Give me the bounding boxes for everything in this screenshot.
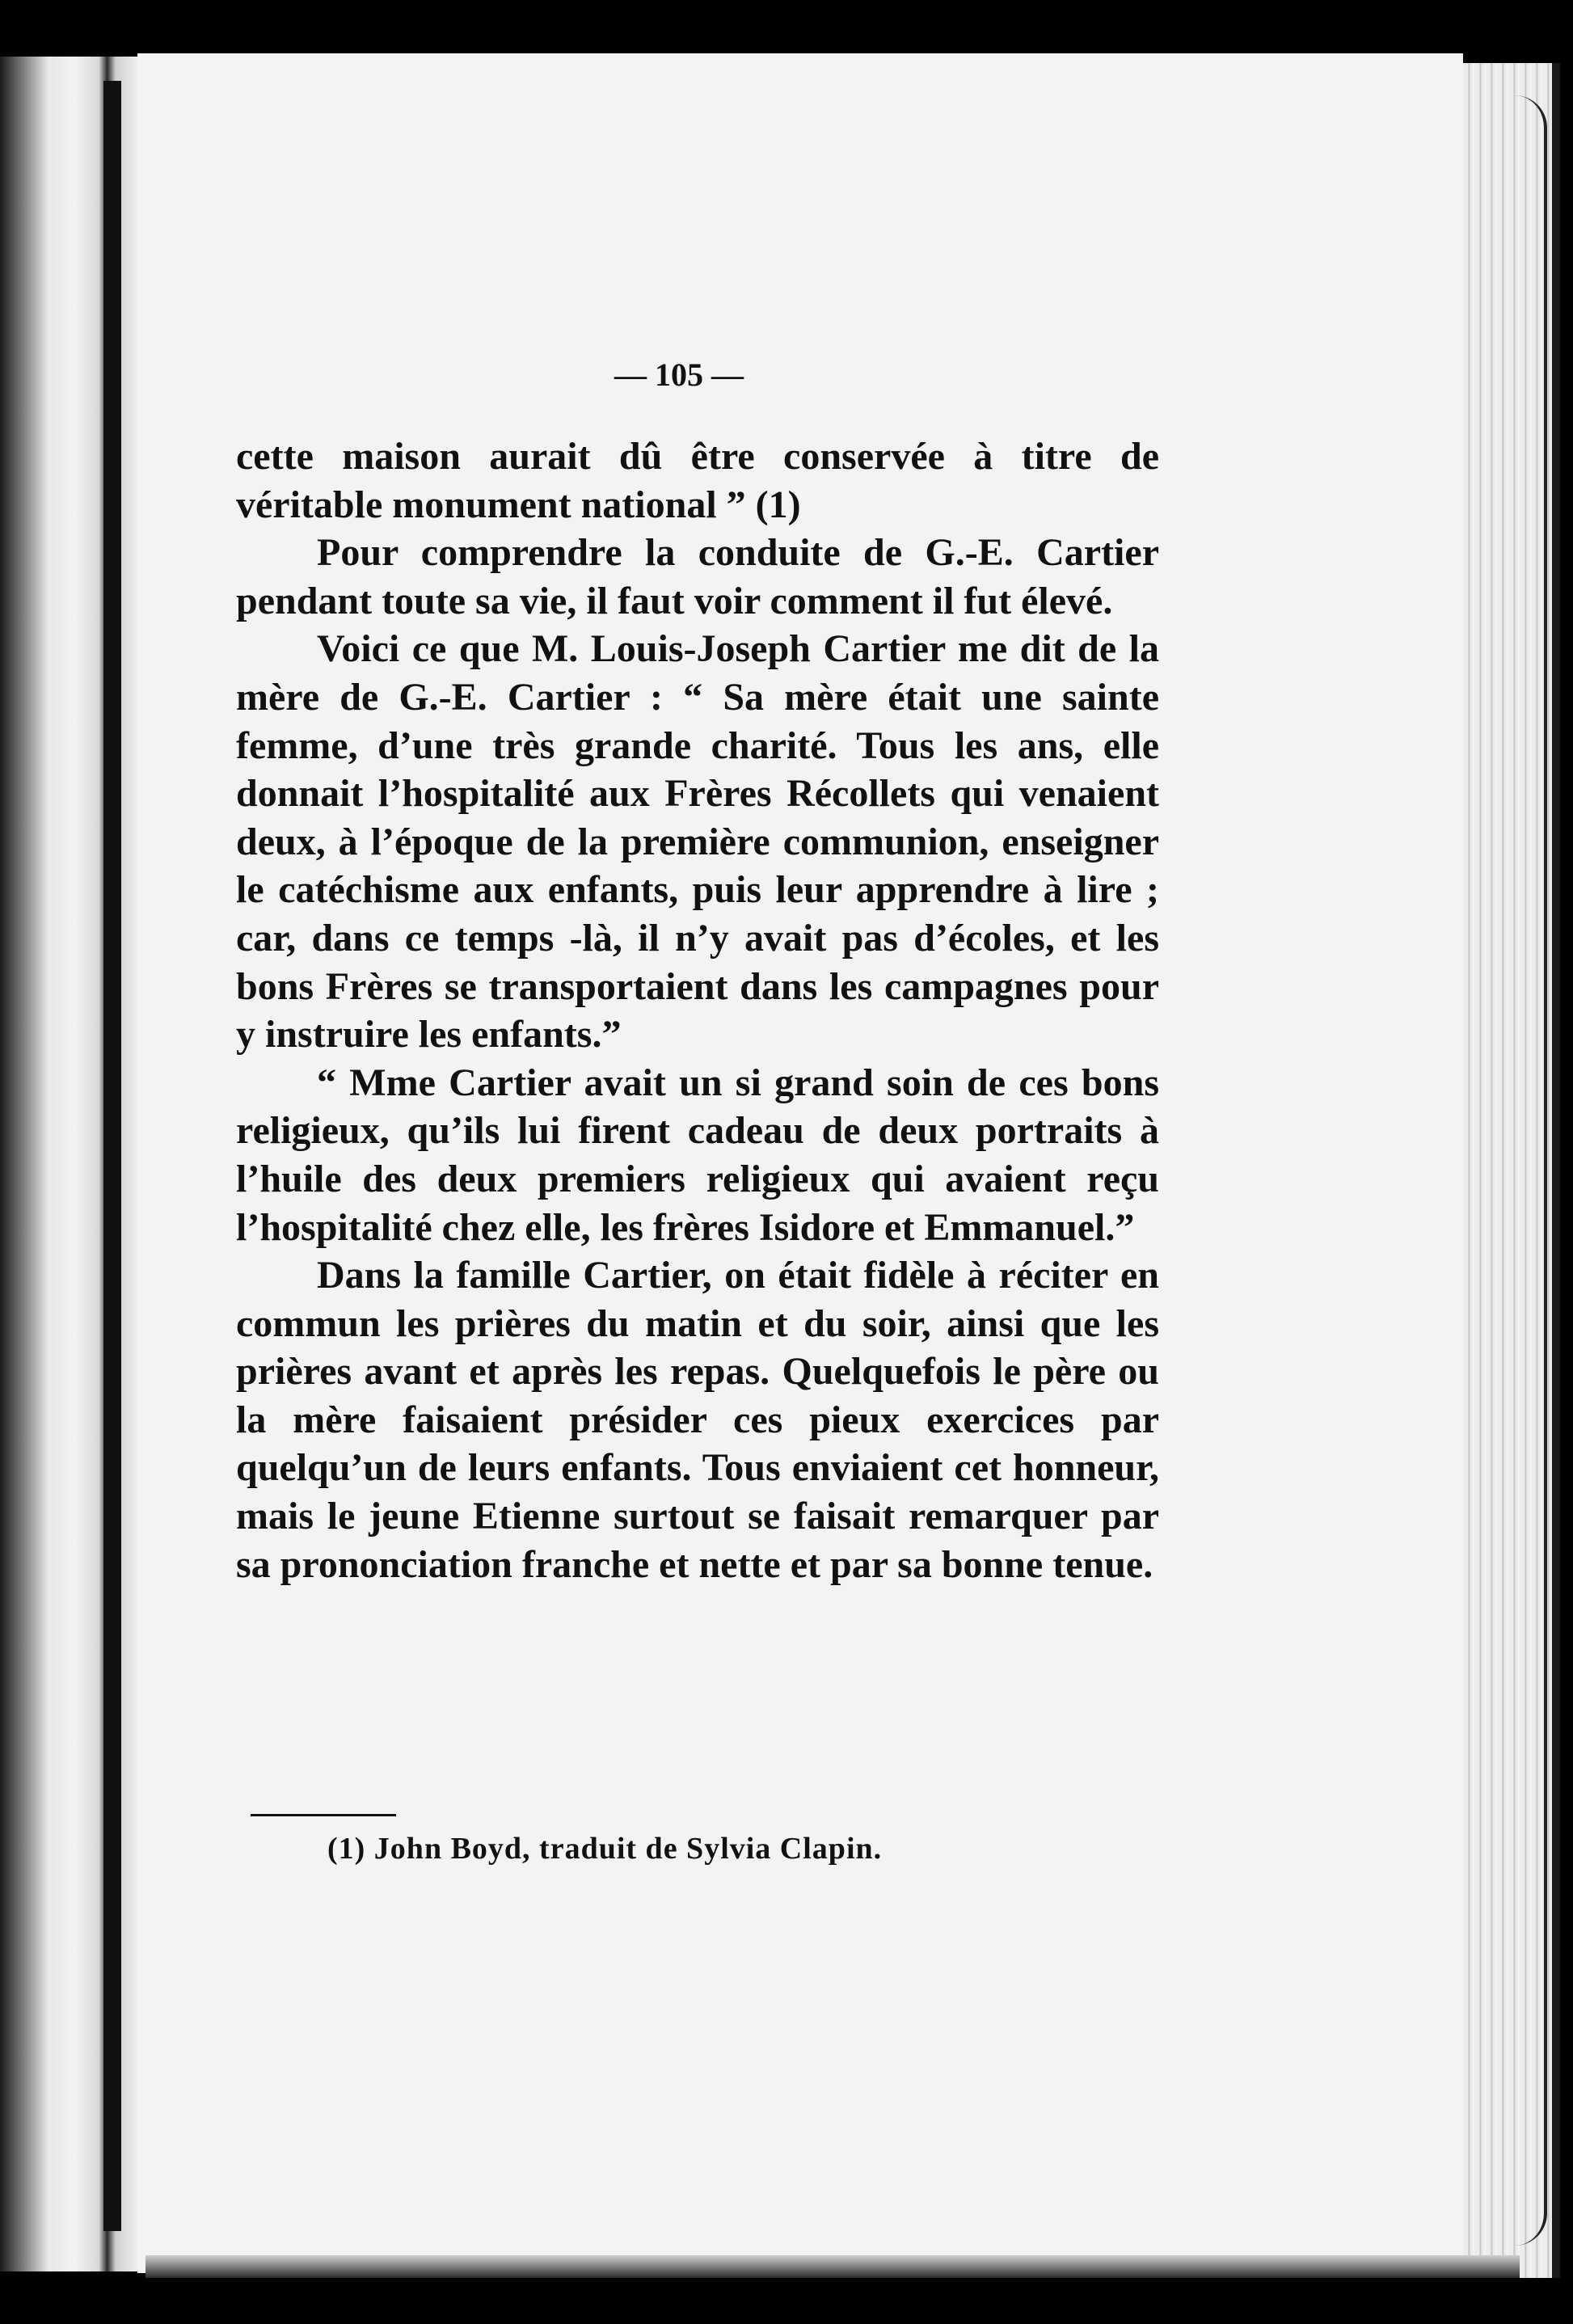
- spine-binding-bar: [103, 81, 121, 2231]
- book-spine: [0, 57, 137, 2271]
- paragraph-2: Pour comprendre la conduite de G.-E. Cartier pendant toute sa vie, il faut voir comment il fut élevé.: [236, 531, 1159, 622]
- paragraph-4: “ Mme Cartier avait un si grand soin de ces bons religieux, qu’ils lui firent cadeau de deux portraits à l’huile des deux premiers religieux qui avaient reçu l’hospitalité chez elle, les frères Isidore et Emmanuel.”: [236, 1061, 1159, 1249]
- paragraph-3: Voici ce que M. Louis-Joseph Cartier me dit de la mère de G.-E. Cartier : “ Sa mère était une sainte femme, d’une très grande charité. Tous les ans, elle donnait l’hospitalité aux Frères Récollets qui venaient deux, à l’époque de la première communion, enseigner le catéchisme aux enfants, puis leur apprendre à lire ; car, dans ce temps -là, il n’y avait pas d’écoles, et les bons Frères se transportaient dans les campagnes pour y instruire les enfants.”: [236, 627, 1159, 1057]
- footnote: (1) John Boyd, traduit de Sylvia Clapin.: [327, 1832, 883, 1866]
- page-bottom-shadow: [145, 2255, 1520, 2278]
- page-edges: [1463, 63, 1560, 2278]
- paragraph-1: cette maison aurait dû être conservée à titre de véritable monument national ” (1): [236, 435, 1159, 526]
- paragraph-5: Dans la famille Cartier, on était fidèle à réciter en commun les prières du matin et du soir, ainsi que les prières avant et après les repas. Quelquefois le père ou la mère faisaient présider ces pieux exercices par quelqu’un de leurs enfants. Tous enviaient cet honneur, mais le jeune Etienne surtout se faisait remarquer par sa prononciation franche et nette et par sa bonne tenue.: [236, 1254, 1159, 1586]
- page-number: — 105 —: [614, 356, 744, 393]
- body-text: [236, 432, 1159, 1588]
- footnote-rule: [251, 1814, 396, 1816]
- page-curl: [1512, 95, 1547, 2246]
